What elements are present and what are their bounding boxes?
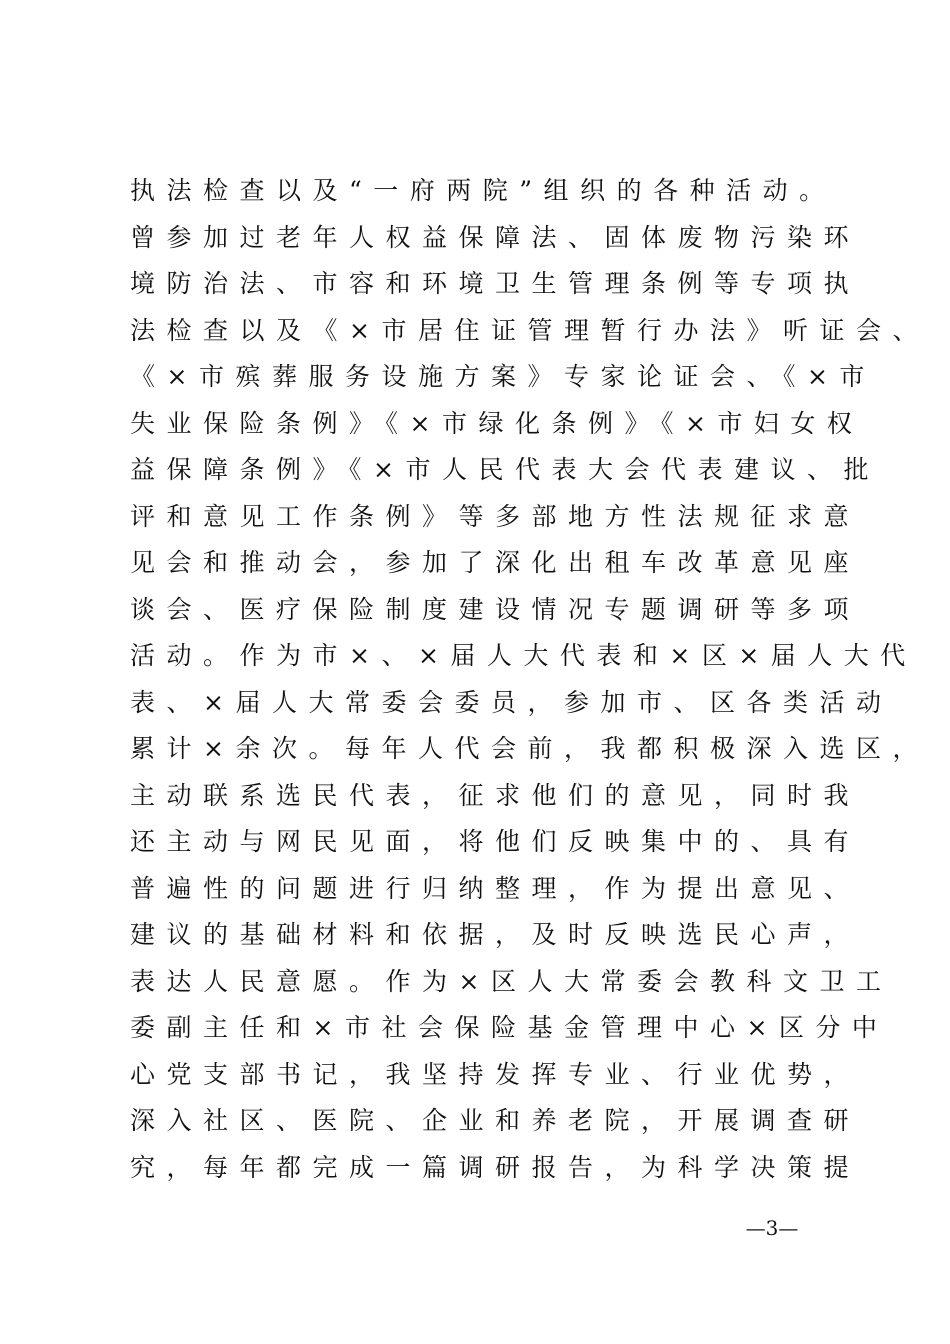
text-line: 建议的基础材料和依据，及时反映选民心声， [130,920,861,949]
text-line: 曾参加过老年人权益保障法、固体废物污染环 [130,222,861,252]
body-text [130,168,929,1191]
text-line: 累计×余次。每年人代会前，我都积极深入选区， [130,734,929,763]
text-line: 还主动与网民见面，将他们反映集中的、具有 [130,827,861,856]
text-line: 执法检查以及“一府两院”组织的各种活动。 [130,176,836,205]
text-line: 深入社区、医院、企业和养老院，开展调查研 [130,1106,861,1135]
text-line: 失业保险条例》《×市绿化条例》《×市妇女权 [130,408,864,438]
text-line: 主动联系选民代表，征求他们的意见，同时我 [130,780,861,810]
text-line: 表、×届人大常委会委员，参加市、区各类活动 [130,687,893,717]
text-line: 境防治法、市容和环境卫生管理条例等专项执 [130,269,861,298]
text-line: 普遍性的问题进行归纳整理，作为提出意见、 [130,873,861,903]
text-line: 评和意见工作条例》等多部地方性法规征求意 [130,501,861,531]
text-line: 法检查以及《×市居住证管理暂行办法》听证会、 [130,315,929,345]
text-line: 《×市殡葬服务设施方案》专家论证会、《×市 [130,362,876,391]
page-number: —3— [745,1216,799,1240]
text-line: 究，每年都完成一篇调研报告，为科学决策提 [130,1152,861,1182]
text-line: 益保障条例》《×市人民代表大会代表建议、批 [130,455,880,484]
text-line: 活动。作为市×、×届人大代表和×区×届人大代 [130,641,917,670]
text-line: 见会和推动会，参加了深化出租车改革意见座 [130,548,861,577]
text-line: 表达人民意愿。作为×区人大常委会教科文卫工 [130,966,893,996]
text-line: 心党支部书记，我坚持发挥专业、行业优势， [130,1059,861,1089]
text-line: 委副主任和×市社会保险基金管理中心×区分中 [130,1013,889,1042]
text-line: 谈会、医疗保险制度建设情况专题调研等多项 [130,594,861,624]
